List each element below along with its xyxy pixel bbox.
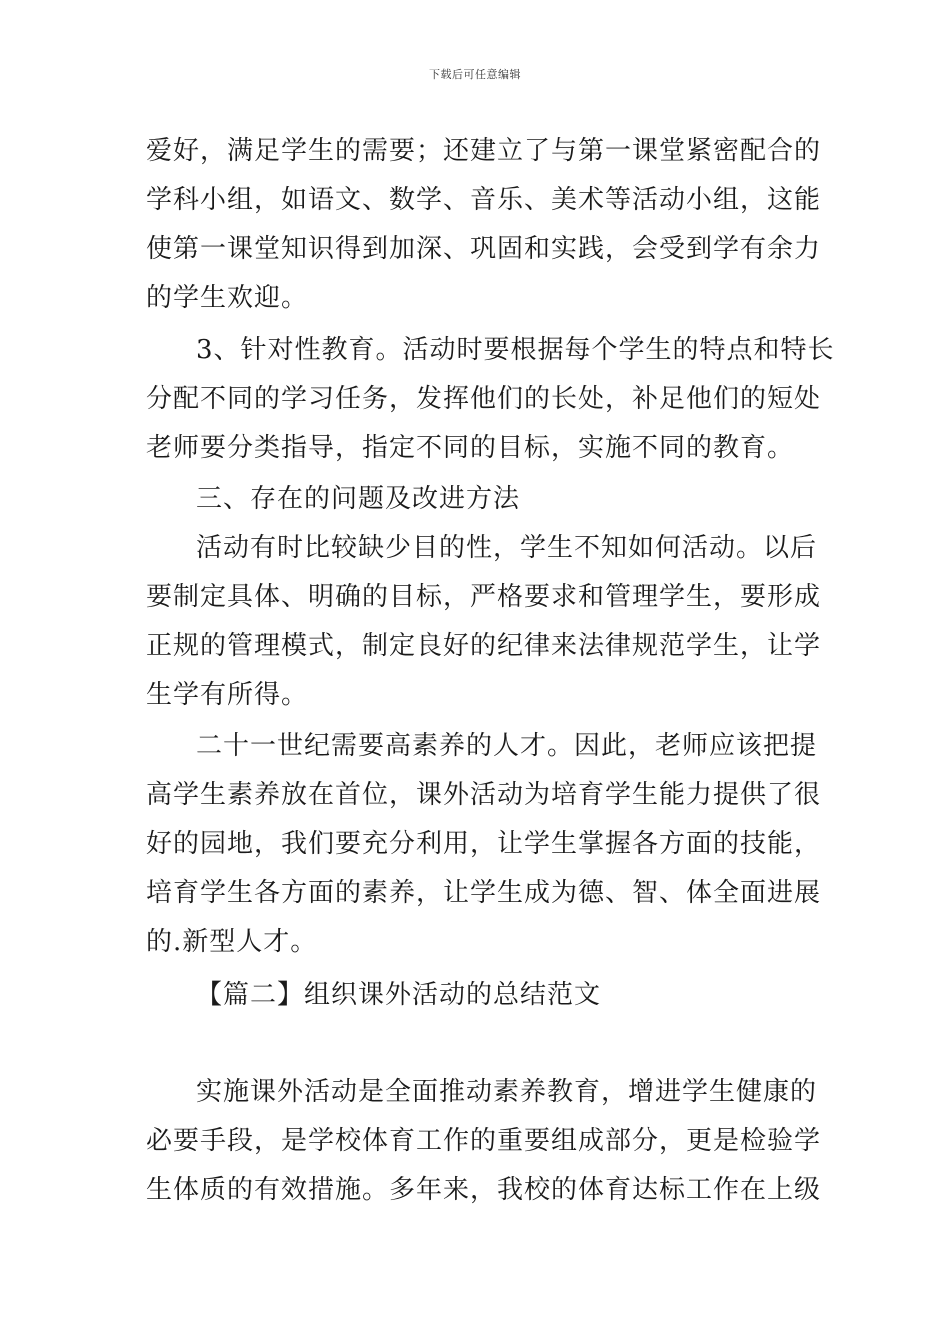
- text-line: 学科小组，如语文、数学、音乐、美术等活动小组，这能: [146, 185, 822, 215]
- section-title: 【篇二】组织课外活动的总结范文: [196, 980, 602, 1010]
- text-line: 实施课外活动是全面推动素养教育，增进学生健康的: [196, 1077, 818, 1107]
- text-line: 爱好，满足学生的需要；还建立了与第一课堂紧密配合的: [146, 136, 822, 166]
- text-line: 的学生欢迎。: [146, 283, 309, 313]
- text-line: 使第一课堂知识得到加深、巩固和实践，会受到学有余力: [146, 234, 822, 264]
- page-header: 下载后可任意编辑: [429, 68, 521, 81]
- text-line: 好的园地，我们要充分利用，让学生掌握各方面的技能，: [146, 829, 822, 859]
- text-line: 培育学生各方面的素养，让学生成为德、智、体全面进展: [146, 878, 822, 908]
- text-line: 分配不同的学习任务，发挥他们的长处，补足他们的短处: [146, 384, 822, 414]
- text-line: 活动有时比较缺少目的性，学生不知如何活动。以后: [196, 533, 818, 563]
- text-line: 二十一世纪需要高素养的人才。因此，老师应该把提: [196, 731, 818, 761]
- text-line: 3、针对性教育。活动时要根据每个学生的特点和特长: [196, 335, 835, 365]
- text-line: 的.新型人才。: [146, 927, 318, 957]
- text-line: 要制定具体、明确的目标，严格要求和管理学生，要形成: [146, 582, 822, 612]
- text-line: 生体质的有效措施。多年来，我校的体育达标工作在上级: [146, 1175, 822, 1205]
- section-heading: 三、存在的问题及改进方法: [196, 484, 521, 514]
- text-line: 正规的管理模式，制定良好的纪律来法律规范学生，让学: [146, 631, 822, 661]
- text-line: 高学生素养放在首位，课外活动为培育学生能力提供了很: [146, 780, 822, 810]
- text-line: 生学有所得。: [146, 680, 309, 710]
- text-line: 老师要分类指导，指定不同的目标，实施不同的教育。: [146, 433, 795, 463]
- text-line: 必要手段，是学校体育工作的重要组成部分，更是检验学: [146, 1126, 822, 1156]
